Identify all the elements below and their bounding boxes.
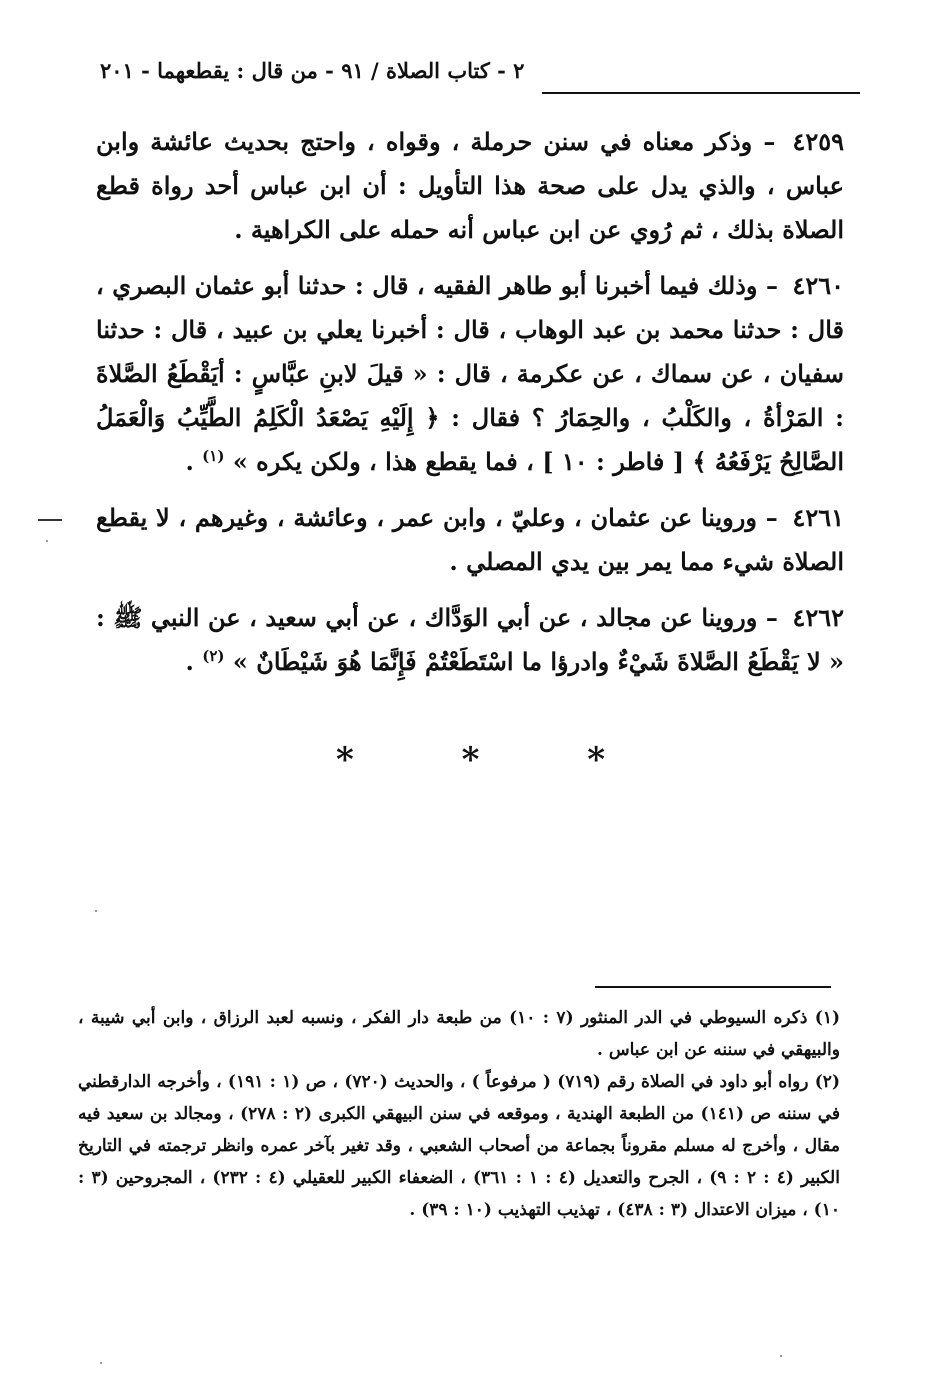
paragraph-number: ٤٢٦١ <box>792 503 845 532</box>
running-title: ٢ - كتاب الصلاة / ٩١ - من قال : يقطعهما - ٢٠١ <box>100 58 525 83</box>
running-header <box>100 58 860 94</box>
paragraph-end: . <box>185 447 203 476</box>
scan-speck <box>100 1362 102 1364</box>
quran-verse: ﴿ إِلَيْهِ يَصْعَدُ الْكَلِمُ الطَّيِّبُ وَالْعَمَلُ الصَّالِحُ يَرْفَعُهُ ﴾ <box>96 403 844 476</box>
footnote-ref: (٢) <box>202 647 225 665</box>
scan-speck <box>95 910 97 912</box>
paragraph-text: – وروينا عن مجالد ، عن أبي الوَدَّاك ، عن أبي سعيد ، عن النبي ﷺ : « لا يَقْطَعُ الصَّلاةَ شَيْءٌ وادرؤا ما اسْتَطَعْتُمْ فَإِنَّمَا هُوَ شَيْطَانٌ » <box>96 603 844 676</box>
paragraph-4262 <box>96 596 844 684</box>
scan-speck <box>780 1355 782 1357</box>
footnote-ref: (١) <box>202 447 225 465</box>
section-separator: * * * <box>335 740 653 780</box>
paragraph-4260 <box>96 264 844 484</box>
paragraph-text: – وروينا عن عثمان ، وعليّ ، وابن عمر ، وعائشة ، وغيرهم ، لا يقطع الصلاة شيء مما يمر بين يدي المصلي . <box>96 503 844 576</box>
main-text <box>96 120 844 696</box>
paragraph-end: . <box>185 647 203 676</box>
footnote-2: (٢) رواه أبو داود في الصلاة رقم (٧١٩) ( مرفوعاً ) ، والحديث (٧٢٠) ، ص (١ : ١٩١) ، وأخرجه الدارقطني في سننه ص (١٤١) من الطبعة الهندية ، وموقعه في سنن البيهقي الكبرى (٢ : ٢٧٨) ، ومجالد بن سعيد فيه مقال ، وأخرج له مسلم مقروناً بجماعة من أصحاب الشعبي ، وقد تغير بآخر عمره وانظر ترجمته في التاريخ الكبير (٤ : ٢ : ٩) ، الجرح والتعديل (٤ : ١ : ٣٦١) ، الضعفاء الكبير للعقيلي (٤ : ٢٣٢) ، المجروحين (٣ : ١٠) ، ميزان الاعتدال (٣ : ٤٣٨) ، تهذيب التهذيب (١٠ : ٣٩) . <box>78 1072 840 1220</box>
footnote-1: (١) ذكره السيوطي في الدر المنثور (٧ : ١٠) من طبعة دار الفكر ، ونسبه لعبد الرزاق ، وابن أبي شيبة ، والبيهقي في سننه عن ابن عباس . <box>78 1008 840 1060</box>
paragraph-4261 <box>96 496 844 584</box>
margin-mark <box>38 519 62 521</box>
paragraph-text: – وذكر معناه في سنن حرملة ، وقواه ، واحتج بحديث عائشة وابن عباس ، والذي يدل على صحة هذا التأويل : أن ابن عباس أحد رواة قطع الصلاة بذلك ، ثم رُوي عن ابن عباس أنه حمله على الكراهية . <box>96 127 844 244</box>
header-rule <box>542 92 860 94</box>
paragraph-number: ٤٢٥٩ <box>792 127 845 156</box>
paragraph-text: – وذلك فيما أخبرنا أبو طاهر الفقيه ، قال : حدثنا أبو عثمان البصري ، قال : حدثنا محمد بن عبد الوهاب ، قال : أخبرنا يعلي بن عبيد ، قال : حدثنا سفيان ، عن سماك ، عن عكرمة ، قال : « قيلَ لابنِ عبَّاسٍ : أيَقْطَعُ الصَّلاةَ : المَرْأةُ ، والكَلْبُ ، والحِمَارُ ؟ فقال : <box>96 271 845 432</box>
paragraph-text-after: [ فاطر : ١٠ ] ، فما يقطع هذا ، ولكن يكره » <box>232 447 685 476</box>
footnotes <box>78 1002 840 1226</box>
footnote-rule <box>595 986 831 988</box>
paragraph-4259 <box>96 120 844 252</box>
scan-speck <box>46 540 48 542</box>
paragraph-number: ٤٢٦٢ <box>792 603 844 632</box>
paragraph-number: ٤٢٦٠ <box>792 271 845 300</box>
